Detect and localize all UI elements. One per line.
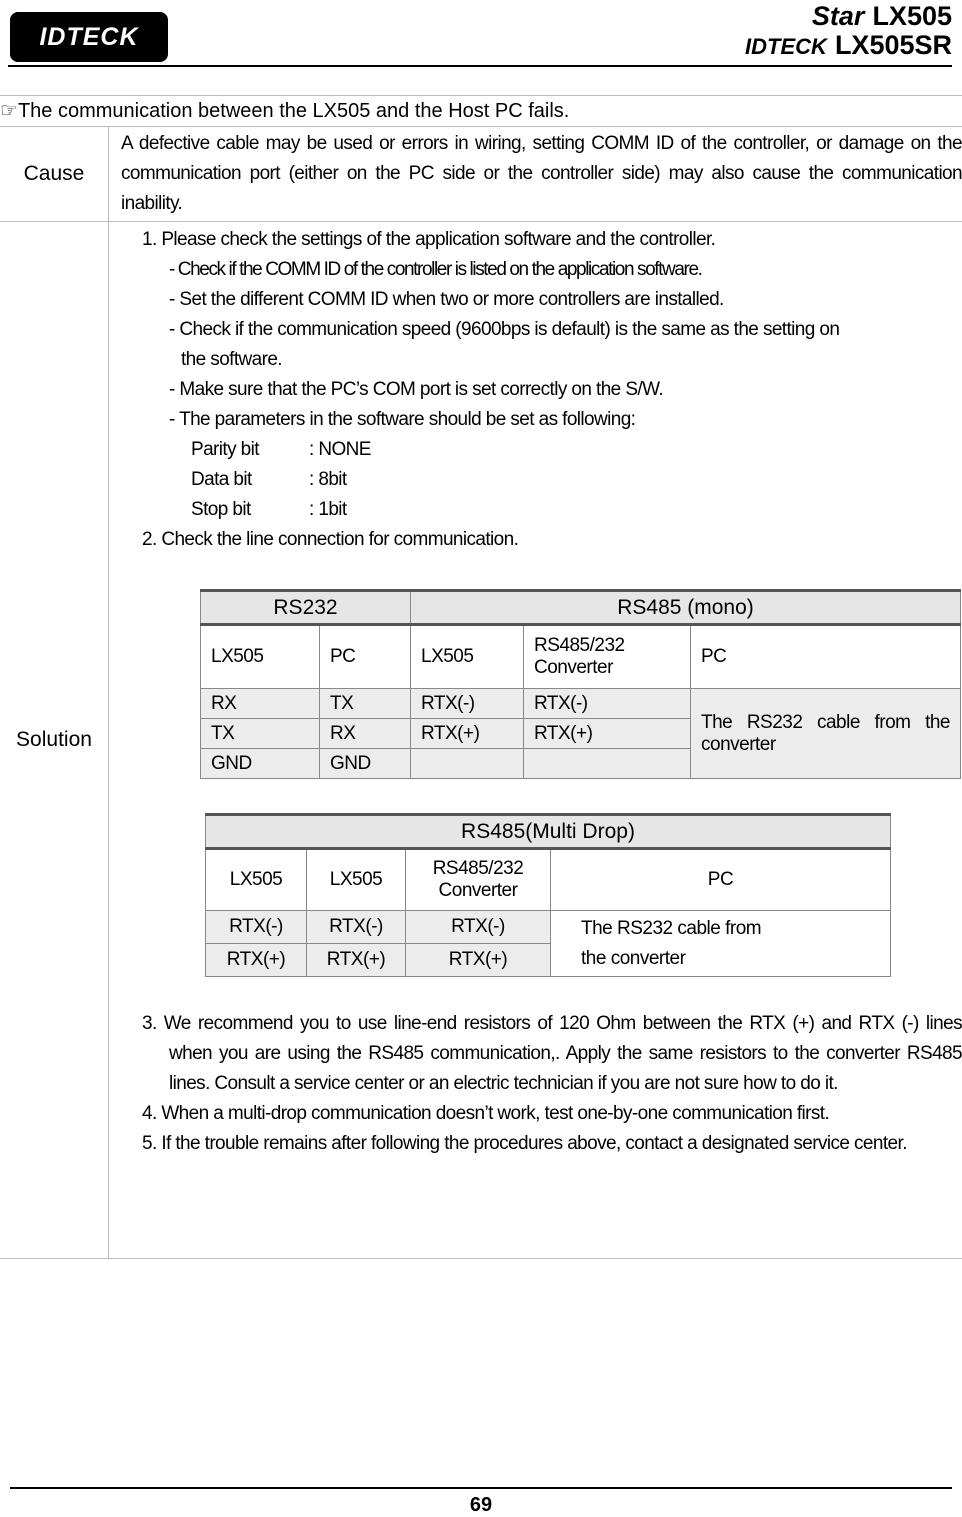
- rs232-rs485-mono-table: [200, 589, 961, 779]
- step-1c: - Check if the communication speed (9600bps is default) is the same as the setting on: [169, 319, 840, 340]
- cause-text: A defective cable may be used or errors in wiring, setting COMM ID of the controller, or damage on the communication port (either on the PC side or the controller side) may also cause the communication inability.: [109, 127, 962, 222]
- cell: GND: [201, 749, 320, 779]
- param-data-value: : 8bit: [309, 469, 347, 490]
- cell: RTX(-): [406, 911, 551, 944]
- step-4: 4. When a multi-drop communication doesn’t work, test one-by-one communication first.: [142, 1103, 830, 1124]
- step-2: 2. Check the line connection for communication.: [142, 529, 519, 550]
- rs485-multidrop-table: [205, 813, 891, 977]
- step-1e: - The parameters in the software should be set as following:: [169, 409, 636, 430]
- col-converter: RS485/232 Converter: [406, 849, 551, 911]
- cell: [524, 749, 691, 779]
- param-data-key: Data bit: [191, 469, 252, 490]
- cell: RTX(+): [406, 944, 551, 977]
- step-1a: - Check if the COMM ID of the controller is listed on the application software.: [169, 259, 702, 280]
- step-1c-cont: the software.: [181, 349, 282, 370]
- cell: RTX(-): [307, 911, 406, 944]
- param-data: [109, 465, 962, 495]
- footer-rule: [10, 1487, 952, 1489]
- param-parity: [109, 435, 962, 465]
- idteck-logo: IDTECK: [10, 12, 168, 62]
- cell: RTX(-): [411, 689, 524, 719]
- col-lx505-2: LX505: [411, 625, 524, 689]
- param-stop: [109, 495, 962, 525]
- cell: RTX(+): [307, 944, 406, 977]
- cell: RTX(-): [524, 689, 691, 719]
- step-3: 3. We recommend you to use line-end resistors of 120 Ohm between the RTX (+) and RTX (-) lines when you are using the RS485 communication,. Apply the same resistors to the converter RS485 lines. Consult a service center or an electric technician if you are not sure how to do it.: [142, 1013, 962, 1094]
- step-1b: - Set the different COMM ID when two or more controllers are installed.: [169, 289, 724, 310]
- col-lx505: LX505: [206, 849, 307, 911]
- pointing-hand-icon: ☞: [0, 100, 18, 122]
- solution-label: Solution: [0, 222, 109, 1259]
- rs485-mono-header: RS485 (mono): [411, 591, 961, 625]
- param-parity-key: Parity bit: [191, 439, 259, 460]
- troubleshooting-table: [0, 126, 962, 1259]
- col-pc: PC: [320, 625, 411, 689]
- header-rule: [8, 65, 952, 67]
- page-number: 69: [469, 1494, 493, 1516]
- col-lx505: LX505: [201, 625, 320, 689]
- cell: RTX(+): [411, 719, 524, 749]
- cell: RTX(+): [206, 944, 307, 977]
- cell: RTX(-): [206, 911, 307, 944]
- rs232-header: RS232: [201, 591, 411, 625]
- cell: RTX(+): [524, 719, 691, 749]
- step-1: 1. Please check the settings of the application software and the controller.: [142, 229, 716, 250]
- star-brand: Star: [811, 1, 865, 31]
- param-stop-value: : 1bit: [309, 499, 347, 520]
- cell: TX: [320, 689, 411, 719]
- cell: GND: [320, 749, 411, 779]
- cell: TX: [201, 719, 320, 749]
- rs485-multidrop-header: RS485(Multi Drop): [206, 815, 891, 849]
- col-pc: PC: [551, 849, 891, 911]
- section-title-text: The communication between the LX505 and the Host PC fails.: [17, 100, 570, 122]
- page-header: [0, 0, 962, 68]
- col-lx505-2: LX505: [307, 849, 406, 911]
- step-1d: - Make sure that the PC’s COM port is set correctly on the S/W.: [169, 379, 664, 400]
- model-lx505sr: LX505SR: [834, 30, 952, 60]
- cause-label: Cause: [0, 127, 109, 222]
- model-lx505: LX505: [872, 1, 952, 31]
- cell: [411, 749, 524, 779]
- step-5: 5. If the trouble remains after following the procedures above, contact a designated service center.: [142, 1133, 907, 1154]
- cell: RX: [201, 689, 320, 719]
- multidrop-cable-note: The RS232 cable from the converter: [551, 911, 891, 977]
- param-stop-key: Stop bit: [191, 499, 251, 520]
- idteck-brand: IDTECK: [745, 34, 827, 59]
- product-name: [745, 2, 952, 61]
- section-title: [0, 95, 962, 126]
- col-converter: RS485/232 Converter: [524, 625, 691, 689]
- col-pc-2: PC: [691, 625, 961, 689]
- solution-content: [109, 222, 962, 1259]
- param-parity-value: : NONE: [309, 439, 371, 460]
- rs232-cable-note: The RS232 cable from the converter: [691, 689, 961, 779]
- cell: RX: [320, 719, 411, 749]
